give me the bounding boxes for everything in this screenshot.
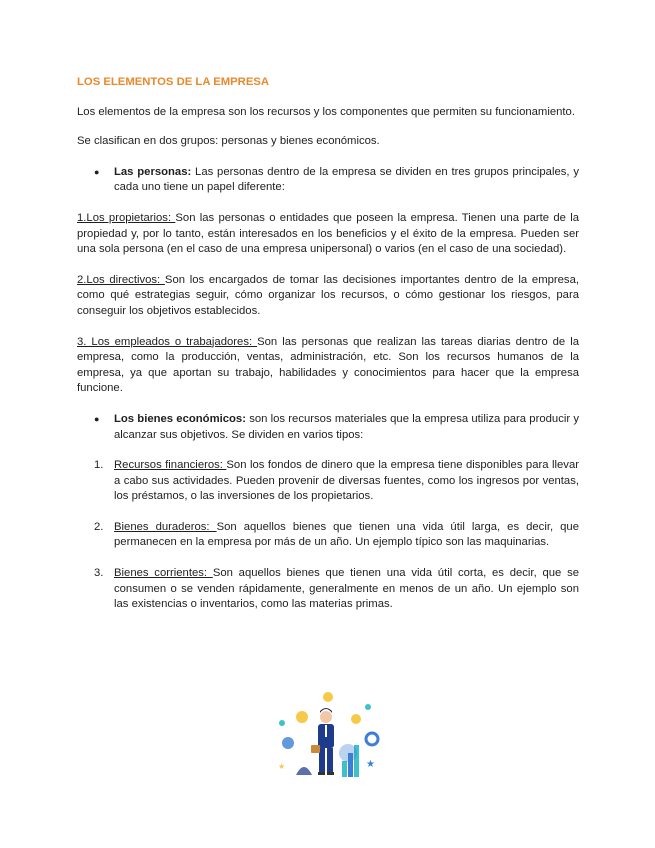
- propietarios-paragraph: [77, 211, 579, 258]
- svg-text:★: ★: [278, 762, 286, 771]
- list-item-label: Bienes duraderos:: [114, 520, 217, 533]
- list-item-text: Son los fondos de dinero que la empresa tiene disponibles para llevar a cabo sus actividades. Pueden provenir de diversas fuentes, como los ingresos por ventas, los préstamos, o las inversiones de los propietarios.: [114, 459, 579, 503]
- bell-icon: [296, 767, 312, 775]
- list-number: 1.: [94, 459, 104, 472]
- list-number: 3.: [94, 567, 104, 580]
- briefcase-icon: [311, 745, 320, 753]
- document-body: [77, 75, 579, 613]
- list-item-bienes-corrientes: [77, 566, 579, 613]
- list-item-bienes-duraderos: [77, 520, 579, 551]
- bullet-bienes: [77, 412, 579, 443]
- propietarios-text: Son las personas o entidades que poseen la empresa. Tienen una parte de la propiedad y, por lo tanto, están interesados en los beneficios y el éxito de la empresa. Pueden ser una sola persona (en el caso de una empresa unipersonal) o varios (en el caso de una sociedad).: [77, 211, 579, 256]
- list-item-label: Recursos financieros:: [114, 459, 227, 472]
- lightbulb-icon: [323, 692, 333, 702]
- list-item-text: Son aquellos bienes que tienen una vida útil corta, es decir, que se consumen o se venden rápidamente, generalmente en menos de un año. Un ejemplo son las existencias o inventarios, como las materias primas.: [114, 567, 580, 611]
- bienes-text: son los recursos materiales que la empresa utiliza para producir y alcanzar sus objetivos. Se dividen en varios tipos:: [114, 412, 579, 441]
- list-item-text: Son aquellos bienes que tienen una vida útil larga, es decir, que permanecen en la empresa por más de un año. Un ejemplo típico son las maquinarias.: [114, 520, 579, 549]
- directivos-paragraph: [77, 273, 579, 320]
- dot-icon: [365, 704, 371, 710]
- businessman-illustration-icon: [268, 687, 384, 781]
- personas-label: Las personas:: [114, 165, 192, 178]
- gear-icon: [282, 737, 294, 749]
- bar-icon: [342, 761, 347, 777]
- bullet-icon: ●: [94, 166, 100, 177]
- svg-text:★: ★: [366, 759, 375, 770]
- bullet-icon: ●: [94, 413, 100, 424]
- propietarios-label: 1.Los propietarios:: [77, 211, 176, 224]
- list-number: 2.: [94, 520, 104, 533]
- directivos-text: Son los encargados de tomar las decisiones importantes dentro de la empresa, como qué estrategias seguir, cómo organizar los recursos, o cómo gestionar los riesgos, para conseguir los objetivos establecidos.: [77, 273, 580, 317]
- person-head: [320, 711, 332, 723]
- list-item-recursos-financieros: [77, 458, 579, 505]
- empleados-label: 3. Los empleados o trabajadores:: [77, 335, 258, 348]
- pie-icon: [339, 744, 357, 762]
- list-item-label: Bienes corrientes:: [114, 567, 213, 580]
- gear-icon: [366, 733, 378, 745]
- lightbulb-icon: [296, 711, 308, 723]
- bullet-personas: [77, 165, 579, 196]
- personas-text: Las personas dentro de la empresa se dividen en tres grupos principales, y cada uno tiene un papel diferente:: [114, 165, 579, 194]
- page-title: LOS ELEMENTOS DE LA EMPRESA: [77, 76, 270, 88]
- lightbulb-icon: [351, 714, 361, 724]
- bienes-label: Los bienes económicos:: [114, 412, 246, 425]
- intro-paragraph: Los elementos de la empresa son los recursos y los componentes que permiten su funcionamiento.: [77, 105, 575, 118]
- directivos-label: 2.Los directivos:: [77, 273, 165, 286]
- empleados-paragraph: [77, 335, 579, 397]
- groups-paragraph: Se clasifican en dos grupos: personas y bienes económicos.: [77, 135, 380, 148]
- dot-icon: [279, 720, 285, 726]
- empleados-text: Son las personas que realizan las tareas diarias dentro de la empresa, como la producción, ventas, administración, etc. Son los recursos humanos de la empresa, ya que aportan su trabajo, habilidades y conocimientos para hacer que la empresa funcione.: [77, 335, 579, 395]
